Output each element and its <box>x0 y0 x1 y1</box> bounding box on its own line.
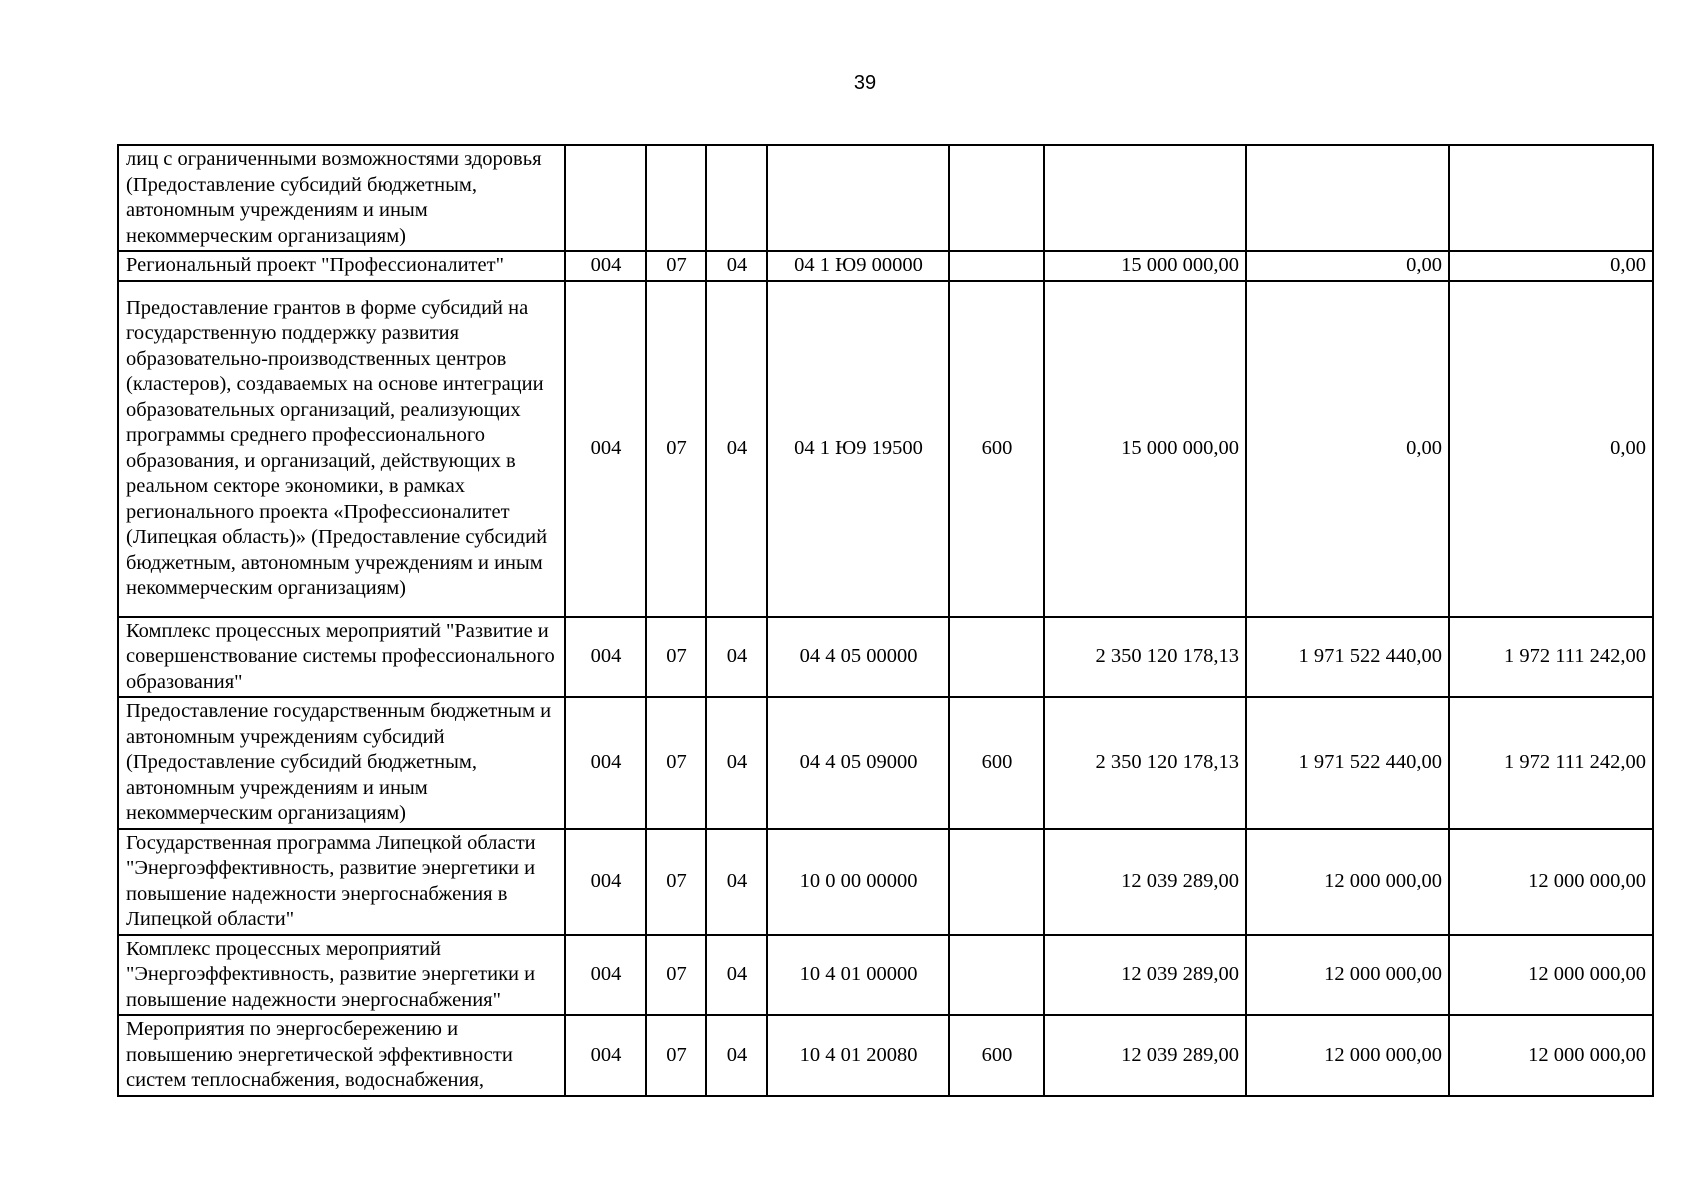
cell-section-code: 07 <box>646 281 706 617</box>
table-row <box>118 829 1653 935</box>
cell-name: лиц с ограниченными возможностями здоровья (Предоставление субсидий бюджетным, автономным учреждениям и иным некоммерческим организациям) <box>118 145 565 251</box>
cell-amount-year-2: 1 971 522 440,00 <box>1246 697 1449 829</box>
cell-amount-year-1 <box>1044 145 1246 251</box>
cell-section-code: 07 <box>646 697 706 829</box>
cell-amount-year-3: 0,00 <box>1449 251 1653 281</box>
cell-ved-code <box>565 145 646 251</box>
cell-section-code: 07 <box>646 251 706 281</box>
cell-amount-year-2: 12 000 000,00 <box>1246 829 1449 935</box>
cell-ved-code: 004 <box>565 935 646 1016</box>
cell-subsection-code <box>706 145 767 251</box>
table-row <box>118 935 1653 1016</box>
cell-amount-year-3: 1 972 111 242,00 <box>1449 697 1653 829</box>
table-row <box>118 617 1653 698</box>
cell-name: Региональный проект "Профессионалитет" <box>118 251 565 281</box>
cell-subsection-code: 04 <box>706 1015 767 1096</box>
cell-ved-code: 004 <box>565 829 646 935</box>
table-row <box>118 281 1653 617</box>
cell-amount-year-3: 12 000 000,00 <box>1449 829 1653 935</box>
cell-section-code: 07 <box>646 829 706 935</box>
table-row <box>118 251 1653 281</box>
cell-amount-year-3: 12 000 000,00 <box>1449 935 1653 1016</box>
cell-amount-year-3 <box>1449 145 1653 251</box>
cell-target-article: 10 0 00 00000 <box>767 829 949 935</box>
cell-expense-type: 600 <box>949 1015 1044 1096</box>
cell-expense-type <box>949 829 1044 935</box>
cell-ved-code: 004 <box>565 1015 646 1096</box>
cell-target-article: 04 1 Ю9 19500 <box>767 281 949 617</box>
cell-subsection-code: 04 <box>706 829 767 935</box>
cell-name: Комплекс процессных мероприятий "Развитие и совершенствование системы профессионального образования" <box>118 617 565 698</box>
page-number: 39 <box>853 72 877 94</box>
cell-target-article: 04 4 05 00000 <box>767 617 949 698</box>
cell-amount-year-3: 12 000 000,00 <box>1449 1015 1653 1096</box>
cell-amount-year-3: 1 972 111 242,00 <box>1449 617 1653 698</box>
cell-section-code: 07 <box>646 935 706 1016</box>
table-row <box>118 145 1653 251</box>
table-row <box>118 1015 1653 1096</box>
cell-target-article: 10 4 01 20080 <box>767 1015 949 1096</box>
cell-ved-code: 004 <box>565 281 646 617</box>
cell-target-article: 04 1 Ю9 00000 <box>767 251 949 281</box>
cell-amount-year-1: 15 000 000,00 <box>1044 281 1246 617</box>
cell-amount-year-2: 12 000 000,00 <box>1246 935 1449 1016</box>
table-row <box>118 697 1653 829</box>
cell-ved-code: 004 <box>565 251 646 281</box>
cell-amount-year-3: 0,00 <box>1449 281 1653 617</box>
budget-table <box>117 144 1654 1097</box>
cell-subsection-code: 04 <box>706 617 767 698</box>
cell-expense-type <box>949 251 1044 281</box>
cell-amount-year-2: 0,00 <box>1246 251 1449 281</box>
cell-subsection-code: 04 <box>706 281 767 617</box>
cell-name: Мероприятия по энергосбережению и повышению энергетической эффективности систем теплоснабжения, водоснабжения, <box>118 1015 565 1096</box>
cell-amount-year-2: 1 971 522 440,00 <box>1246 617 1449 698</box>
cell-target-article: 10 4 01 00000 <box>767 935 949 1016</box>
cell-amount-year-1: 2 350 120 178,13 <box>1044 697 1246 829</box>
cell-ved-code: 004 <box>565 697 646 829</box>
cell-section-code <box>646 145 706 251</box>
cell-amount-year-1: 15 000 000,00 <box>1044 251 1246 281</box>
cell-amount-year-2: 0,00 <box>1246 281 1449 617</box>
cell-expense-type: 600 <box>949 281 1044 617</box>
cell-expense-type <box>949 935 1044 1016</box>
cell-section-code: 07 <box>646 1015 706 1096</box>
cell-amount-year-1: 12 039 289,00 <box>1044 829 1246 935</box>
cell-expense-type <box>949 145 1044 251</box>
cell-subsection-code: 04 <box>706 935 767 1016</box>
cell-subsection-code: 04 <box>706 251 767 281</box>
cell-name: Предоставление государственным бюджетным и автономным учреждениям субсидий (Предоставление субсидий бюджетным, автономным учреждениям и иным некоммерческим организациям) <box>118 697 565 829</box>
table-body <box>118 145 1653 1096</box>
cell-name: Предоставление грантов в форме субсидий на государственную поддержку развития образовательно-производственных центров (кластеров), создаваемых на основе интеграции образовательных организаций, реализующих программы среднего профессионального образования, и организаций, действующих в реальном секторе экономики, в рамках регионального проекта «Профессионалитет (Липецкая область)» (Предоставление субсидий бюджетным, автономным учреждениям и иным некоммерческим организациям) <box>118 281 565 617</box>
cell-expense-type: 600 <box>949 697 1044 829</box>
cell-amount-year-1: 12 039 289,00 <box>1044 1015 1246 1096</box>
cell-expense-type <box>949 617 1044 698</box>
cell-amount-year-2: 12 000 000,00 <box>1246 1015 1449 1096</box>
cell-ved-code: 004 <box>565 617 646 698</box>
cell-subsection-code: 04 <box>706 697 767 829</box>
cell-target-article <box>767 145 949 251</box>
cell-amount-year-2 <box>1246 145 1449 251</box>
cell-name: Комплекс процессных мероприятий "Энергоэффективность, развитие энергетики и повышение надежности энергоснабжения" <box>118 935 565 1016</box>
cell-section-code: 07 <box>646 617 706 698</box>
cell-amount-year-1: 12 039 289,00 <box>1044 935 1246 1016</box>
cell-target-article: 04 4 05 09000 <box>767 697 949 829</box>
cell-amount-year-1: 2 350 120 178,13 <box>1044 617 1246 698</box>
cell-name: Государственная программа Липецкой области "Энергоэффективность, развитие энергетики и повышение надежности энергоснабжения в Липецкой области" <box>118 829 565 935</box>
